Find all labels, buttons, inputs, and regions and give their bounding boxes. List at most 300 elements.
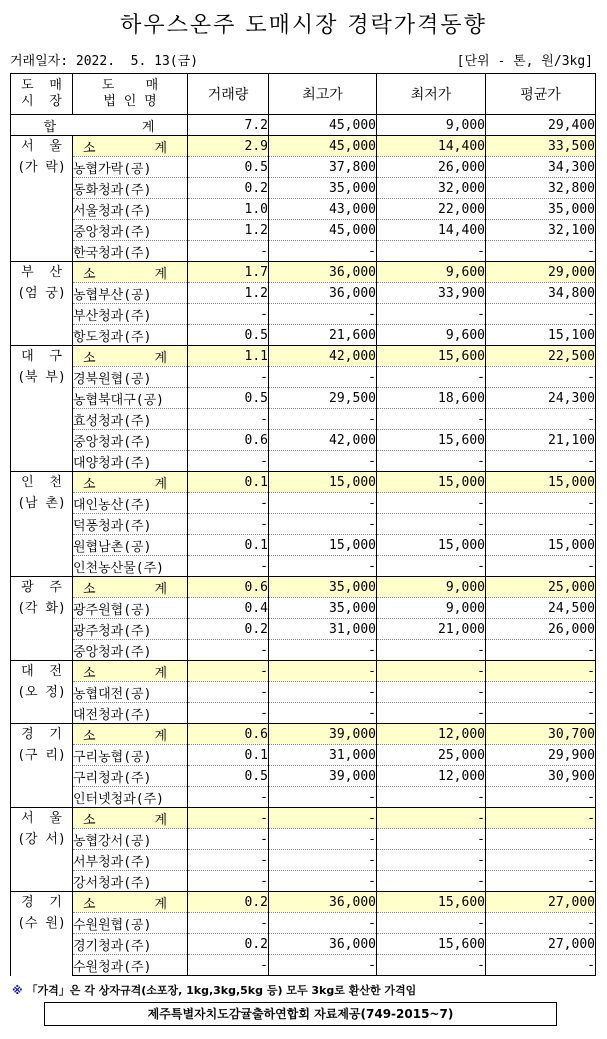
cell-volume: - [188,304,269,325]
table-row [11,745,596,766]
cell-max: - [269,829,377,850]
table-row [11,871,596,892]
cell-volume: 0.5 [188,766,269,787]
cell-volume: - [188,913,269,934]
cell-max: 21,600 [269,325,377,346]
cell-min: - [377,451,486,472]
header-min: 최저가 [377,74,486,115]
subtotal-label-a: 소 [83,140,96,156]
subtotal-label-text [73,263,187,282]
cell-volume: - [188,850,269,871]
subtotal-min: 9,000 [377,577,486,598]
market-name: 경 기 [21,895,62,910]
cell-min: 15,600 [377,430,486,451]
cell-avg: 15,000 [486,535,596,556]
cell-volume: - [188,409,269,430]
subtotal-volume: - [188,808,269,829]
corporation-name: 중앙청과(주) [73,640,188,661]
market-location: (각 화) [17,601,66,616]
cell-volume: - [188,640,269,661]
market-name-cell [11,661,73,724]
header-row [11,74,596,115]
footnote [12,982,416,998]
table-row [11,535,596,556]
cell-max: - [269,493,377,514]
total-max: 45,000 [269,115,377,136]
corporation-name: 인터넷청과(주) [73,787,188,808]
cell-avg: - [486,304,596,325]
subtotal-row [11,724,596,745]
corporation-name: 부산청과(주) [73,304,188,325]
corporation-name: 서부청과(주) [73,850,188,871]
subtotal-label-a: 소 [83,812,96,828]
cell-avg: 24,500 [486,598,596,619]
cell-avg: - [486,955,596,976]
subtotal-label-a: 소 [83,476,96,492]
cell-volume: - [188,556,269,577]
table-row [11,703,596,724]
cell-max: 43,000 [269,199,377,220]
table-row [11,367,596,388]
table-row [11,283,596,304]
corporation-name: 농협가락(공) [73,157,188,178]
subtotal-max: 45,000 [269,136,377,157]
subtotal-label-a: 소 [83,266,96,282]
subtotal-row [11,472,596,493]
corporation-name: 수원청과(주) [73,955,188,976]
corporation-name: 동화청과(주) [73,178,188,199]
market-location: (남 촌) [17,496,66,511]
subtotal-avg: 33,500 [486,136,596,157]
cell-volume: 0.5 [188,388,269,409]
subtotal-label [73,808,188,829]
cell-min: - [377,682,486,703]
cell-max: 15,000 [269,535,377,556]
cell-max: - [269,304,377,325]
subtotal-volume: 1.1 [188,346,269,367]
footnote-mark: ※ [12,984,23,997]
market-name-cell [11,136,73,262]
cell-volume: 0.1 [188,745,269,766]
corporation-name: 구리청과(주) [73,766,188,787]
table-row [11,556,596,577]
cell-min: 15,000 [377,535,486,556]
subtotal-max: 42,000 [269,346,377,367]
market-name-cell [11,472,73,577]
market-name: 대 구 [21,349,62,364]
subtotal-volume: - [188,661,269,682]
subtotal-label-b: 계 [154,896,167,912]
table-row [11,850,596,871]
cell-min: - [377,304,486,325]
cell-max: 45,000 [269,220,377,241]
subtotal-row [11,136,596,157]
subtotal-volume: 0.6 [188,724,269,745]
cell-volume: - [188,955,269,976]
subtotal-volume: 0.1 [188,472,269,493]
table-row [11,493,596,514]
cell-min: - [377,703,486,724]
table-row [11,157,596,178]
corporation-name: 항도청과(주) [73,325,188,346]
cell-avg: - [486,409,596,430]
cell-volume: 0.4 [188,598,269,619]
subtotal-volume: 2.9 [188,136,269,157]
cell-min: - [377,367,486,388]
header-market-line2: 시 장 [21,94,62,109]
subtotal-label-b: 계 [154,140,167,156]
corporation-name: 강서청과(주) [73,871,188,892]
market-name: 대 전 [21,664,62,679]
subtotal-row [11,577,596,598]
cell-min: - [377,409,486,430]
subtotal-max: 36,000 [269,262,377,283]
cell-max: 36,000 [269,934,377,955]
cell-volume: 0.1 [188,535,269,556]
cell-max: 35,000 [269,178,377,199]
header-market-line1: 도 매 [21,78,62,93]
table-row [11,766,596,787]
cell-avg: - [486,703,596,724]
cell-avg: - [486,871,596,892]
header-volume: 거래량 [188,74,269,115]
subtotal-label [73,136,188,157]
subtotal-avg: 25,000 [486,577,596,598]
total-label-b: 계 [141,119,155,135]
cell-min: 9,000 [377,598,486,619]
market-name: 서 울 [21,139,62,154]
cell-max: 35,000 [269,598,377,619]
cell-avg: 32,100 [486,220,596,241]
header-avg: 평균가 [486,74,596,115]
subtotal-min: 9,600 [377,262,486,283]
market-location: (오 정) [17,685,66,700]
corporation-name: 경기청과(주) [73,934,188,955]
cell-avg: - [486,640,596,661]
table-row [11,955,596,976]
corporation-name: 농협북대구(공) [73,388,188,409]
corporation-name: 농협강서(공) [73,829,188,850]
corporation-name: 중앙청과(주) [73,220,188,241]
market-name: 부 산 [21,265,62,280]
subtotal-volume: 0.2 [188,892,269,913]
cell-avg: 34,800 [486,283,596,304]
page-title: 하우스온주 도매시장 경락가격동향 [120,13,487,38]
cell-avg: 35,000 [486,199,596,220]
cell-volume: - [188,682,269,703]
cell-volume: 0.5 [188,325,269,346]
subtotal-label [73,724,188,745]
subtotal-label-text [73,473,187,492]
cell-max: - [269,409,377,430]
cell-min: 9,600 [377,325,486,346]
price-table [10,73,596,976]
cell-avg: 15,100 [486,325,596,346]
subtotal-label-a: 소 [83,665,96,681]
cell-min: 12,000 [377,766,486,787]
header-corp [73,74,188,115]
subtotal-row [11,346,596,367]
subtotal-row [11,892,596,913]
subtotal-avg: - [486,808,596,829]
cell-max: - [269,241,377,262]
cell-volume: - [188,367,269,388]
table-row [11,640,596,661]
table-row [11,178,596,199]
table-row [11,220,596,241]
subtotal-avg: - [486,661,596,682]
cell-avg: 27,000 [486,934,596,955]
cell-volume: - [188,787,269,808]
total-avg: 29,400 [486,115,596,136]
subtotal-avg: 15,000 [486,472,596,493]
cell-min: 14,400 [377,220,486,241]
market-location: (엄 궁) [17,286,66,301]
corporation-name: 수원원협(공) [73,913,188,934]
cell-max: - [269,367,377,388]
cell-avg: 24,300 [486,388,596,409]
cell-volume: 1.2 [188,220,269,241]
cell-min: - [377,955,486,976]
table-row [11,514,596,535]
cell-avg: - [486,556,596,577]
subtotal-row [11,661,596,682]
table-row [11,409,596,430]
subtotal-label-b: 계 [154,581,167,597]
total-row [11,115,596,136]
subtotal-label-b: 계 [154,476,167,492]
cell-max: - [269,556,377,577]
cell-min: 22,000 [377,199,486,220]
subtotal-label-text [73,137,187,156]
total-label-a: 합 [43,119,57,135]
corporation-name: 서울청과(주) [73,199,188,220]
cell-volume: 1.0 [188,199,269,220]
cell-max: - [269,682,377,703]
total-volume: 7.2 [188,115,269,136]
cell-avg: - [486,787,596,808]
cell-max: - [269,703,377,724]
market-name-cell [11,892,73,976]
subtotal-min: - [377,808,486,829]
subtotal-label [73,346,188,367]
cell-min: - [377,850,486,871]
cell-min: - [377,514,486,535]
cell-avg: 29,900 [486,745,596,766]
cell-max: - [269,871,377,892]
cell-volume: 1.2 [188,283,269,304]
cell-volume: - [188,493,269,514]
cell-volume: - [188,514,269,535]
cell-max: - [269,787,377,808]
market-name-cell [11,262,73,346]
cell-volume: 0.2 [188,619,269,640]
corporation-name: 덕풍청과(주) [73,514,188,535]
cell-max: 36,000 [269,283,377,304]
table-row [11,199,596,220]
subtotal-label [73,892,188,913]
market-location: (수 원) [17,916,66,931]
header-corp-line2: 법 인 명 [103,94,157,109]
table-row [11,241,596,262]
footnote-text: 「가격」은 각 상자규격(소포장, 1kg,3kg,5kg 등) 모두 3kg로 환산한 가격임 [22,984,417,997]
subtotal-volume: 1.7 [188,262,269,283]
cell-avg: - [486,241,596,262]
market-name-cell [11,577,73,661]
cell-avg: - [486,913,596,934]
source-box: 제주특별자치도감귤출하연합회 자료제공(749-2015~7) [44,1002,557,1026]
table-row [11,829,596,850]
cell-volume: - [188,829,269,850]
cell-max: - [269,913,377,934]
cell-avg: 32,800 [486,178,596,199]
subtotal-max: 36,000 [269,892,377,913]
subtotal-label-text [73,662,187,681]
cell-volume: 0.5 [188,157,269,178]
cell-avg: - [486,850,596,871]
cell-volume: 0.6 [188,430,269,451]
table-row [11,388,596,409]
cell-min: - [377,829,486,850]
cell-avg: - [486,493,596,514]
trade-date [10,50,198,69]
cell-max: 42,000 [269,430,377,451]
subtotal-row [11,262,596,283]
cell-min: - [377,241,486,262]
corporation-name: 대양청과(주) [73,451,188,472]
table-row [11,430,596,451]
subtotal-label-b: 계 [154,812,167,828]
subtotal-row [11,808,596,829]
subtotal-label-text [73,725,187,744]
cell-avg: 30,900 [486,766,596,787]
corporation-name: 농협부산(공) [73,283,188,304]
market-location: (가 락) [17,160,66,175]
table-row [11,598,596,619]
market-name-cell [11,346,73,472]
subtotal-min: - [377,661,486,682]
subtotal-label [73,262,188,283]
corporation-name: 인천농산물(주) [73,556,188,577]
corporation-name: 대인농산(주) [73,493,188,514]
cell-min: - [377,913,486,934]
market-name-cell [11,808,73,892]
cell-max: 29,500 [269,388,377,409]
corporation-name: 광주청과(주) [73,619,188,640]
subtotal-avg: 27,000 [486,892,596,913]
subtotal-label-text [73,809,187,828]
subtotal-max: - [269,808,377,829]
table-row [11,682,596,703]
cell-min: 32,000 [377,178,486,199]
subtotal-min: 14,400 [377,136,486,157]
corporation-name: 농협대전(공) [73,682,188,703]
table-row [11,451,596,472]
subtotal-label-b: 계 [154,728,167,744]
subtotal-label-a: 소 [83,728,96,744]
subtotal-avg: 29,000 [486,262,596,283]
table-row [11,787,596,808]
subtotal-avg: 30,700 [486,724,596,745]
cell-volume: 0.2 [188,178,269,199]
cell-max: 31,000 [269,745,377,766]
subtotal-label-a: 소 [83,581,96,597]
cell-avg: - [486,451,596,472]
cell-max: - [269,850,377,871]
cell-avg: 26,000 [486,619,596,640]
cell-avg: - [486,682,596,703]
corporation-name: 대전청과(주) [73,703,188,724]
cell-min: - [377,556,486,577]
subtotal-min: 15,600 [377,346,486,367]
cell-min: 25,000 [377,745,486,766]
table-body [11,115,596,976]
corporation-name: 원협남촌(공) [73,535,188,556]
subtotal-min: 15,000 [377,472,486,493]
cell-avg: - [486,829,596,850]
subtotal-min: 12,000 [377,724,486,745]
cell-max: 31,000 [269,619,377,640]
cell-max: - [269,514,377,535]
cell-max: - [269,640,377,661]
trade-date-label: 거래일자: [10,54,69,69]
table-row [11,325,596,346]
cell-min: - [377,640,486,661]
corporation-name: 광주원협(공) [73,598,188,619]
subtotal-label [73,577,188,598]
cell-min: - [377,493,486,514]
subtotal-label [73,661,188,682]
table-row [11,619,596,640]
cell-volume: 0.2 [188,934,269,955]
corporation-name: 구리농협(공) [73,745,188,766]
subtotal-min: 15,600 [377,892,486,913]
table-row [11,934,596,955]
cell-volume: - [188,703,269,724]
subtotal-max: 39,000 [269,724,377,745]
cell-min: 33,900 [377,283,486,304]
table-row [11,304,596,325]
corporation-name: 경북원협(공) [73,367,188,388]
cell-volume: - [188,871,269,892]
corporation-name: 효성청과(주) [73,409,188,430]
subtotal-label-text [73,893,187,912]
cell-max: - [269,955,377,976]
cell-min: 26,000 [377,157,486,178]
cell-volume: - [188,451,269,472]
corporation-name: 한국청과(주) [73,241,188,262]
market-name: 광 주 [21,580,62,595]
cell-volume: - [188,241,269,262]
subtotal-label-text [73,578,187,597]
cell-avg: 21,100 [486,430,596,451]
market-location: (강 서) [17,832,66,847]
market-name: 서 울 [21,811,62,826]
subtotal-max: 15,000 [269,472,377,493]
subtotal-label [73,472,188,493]
subtotal-label-b: 계 [154,266,167,282]
cell-avg: - [486,514,596,535]
subtotal-label-a: 소 [83,896,96,912]
market-name: 인 천 [21,475,62,490]
header-corp-line1: 도 매 [101,78,159,93]
market-name: 경 기 [21,727,62,742]
header-market [11,74,73,115]
total-label [11,115,188,136]
cell-avg: 34,300 [486,157,596,178]
unit-label: [단위 - 톤, 원/3kg] [456,54,593,69]
cell-avg: - [486,367,596,388]
